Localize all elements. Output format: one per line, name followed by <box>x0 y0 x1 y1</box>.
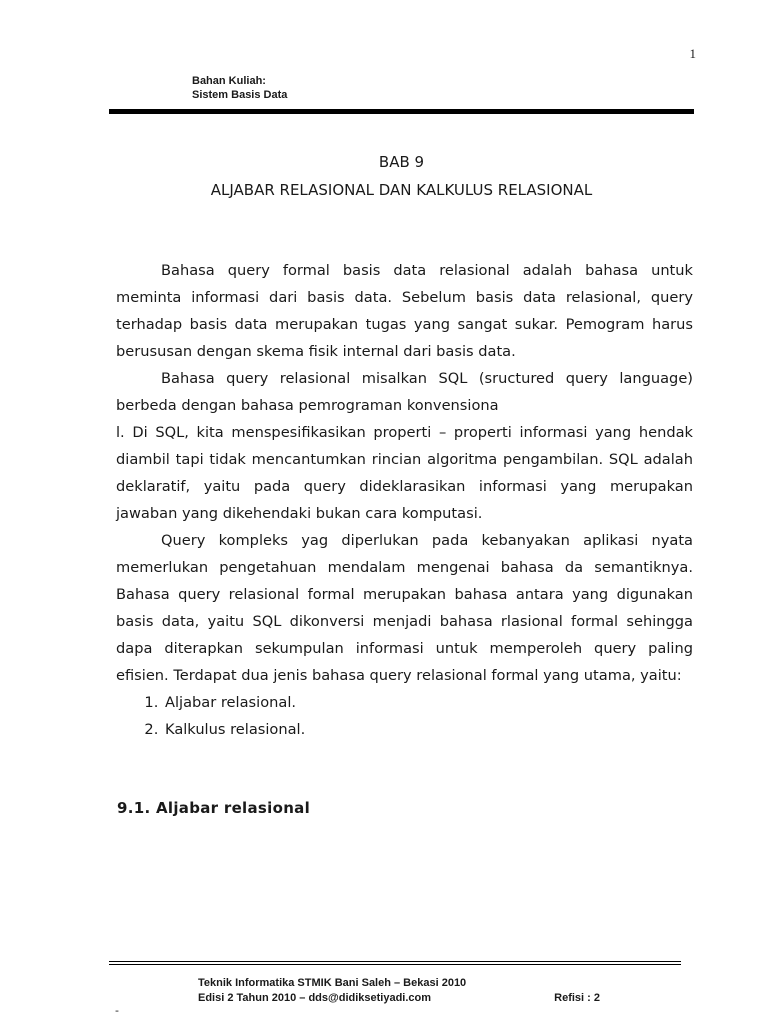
paragraph-2: Bahasa query relasional misalkan SQL (sructured query language) berbeda dengan bahasa pemrograman konvensiona <box>116 370 693 414</box>
footer-line1: Teknik Informatika STMIK Bani Saleh – Bekasi 2010 <box>198 977 467 989</box>
body-text <box>116 257 693 743</box>
course-header-line2: Sistem Basis Data <box>192 89 288 101</box>
course-header <box>192 74 287 102</box>
corner-mark: - <box>115 1004 119 1017</box>
numbered-list <box>116 689 693 743</box>
chapter-title: ALJABAR RELASIONAL DAN KALKULUS RELASIONAL <box>210 181 593 199</box>
header-rule <box>109 109 694 114</box>
page-number: 1 <box>689 46 696 61</box>
paragraph-1: Bahasa query formal basis data relasional adalah bahasa untuk meminta informasi dari basis data. Sebelum basis data relasional, query terhadap basis data merupakan tugas yang sangat sukar. Pemogram harus berususan dengan skema fisik internal dari basis data. <box>116 262 693 360</box>
paragraph-4: Query kompleks yag diperlukan pada kebanyakan aplikasi nyata memerlukan pengetahuan mendalam mengenai bahasa da semantiknya. Bahasa query relasional formal merupakan bahasa antara yang digunakan basis data, yaitu SQL dikonversi menjadi bahasa rlasional formal sehingga dapa diterapkan sekumpulan informasi untuk memperoleh query paling efisien. Terdapat dua jenis bahasa query relasional formal yang utama, yaitu: <box>116 532 693 684</box>
section-heading: 9.1. Aljabar relasional <box>117 799 311 817</box>
list-item: 2. Kalkulus relasional. <box>163 716 693 743</box>
footer-rule-top <box>109 961 681 962</box>
footer <box>198 976 600 1006</box>
footer-rule-bottom <box>109 964 681 965</box>
footer-line2: Edisi 2 Tahun 2010 – dds@didiksetiyadi.com <box>198 992 432 1004</box>
list-item: 1. Aljabar relasional. <box>163 689 693 716</box>
footer-revision: Refisi : 2 <box>554 992 600 1004</box>
footer-row2 <box>198 991 600 1006</box>
chapter-number: BAB 9 <box>378 153 425 171</box>
course-header-line1: Bahan Kuliah: <box>192 75 266 87</box>
paragraph-3: l. Di SQL, kita menspesifikasikan properti – properti informasi yang hendak diambil tapi tidak mencantumkan rincian algoritma pengambilan. SQL adalah deklaratif, yaitu pada query dideklarasikan informasi yang merupakan jawaban yang dikehendaki bukan cara komputasi. <box>116 424 693 522</box>
